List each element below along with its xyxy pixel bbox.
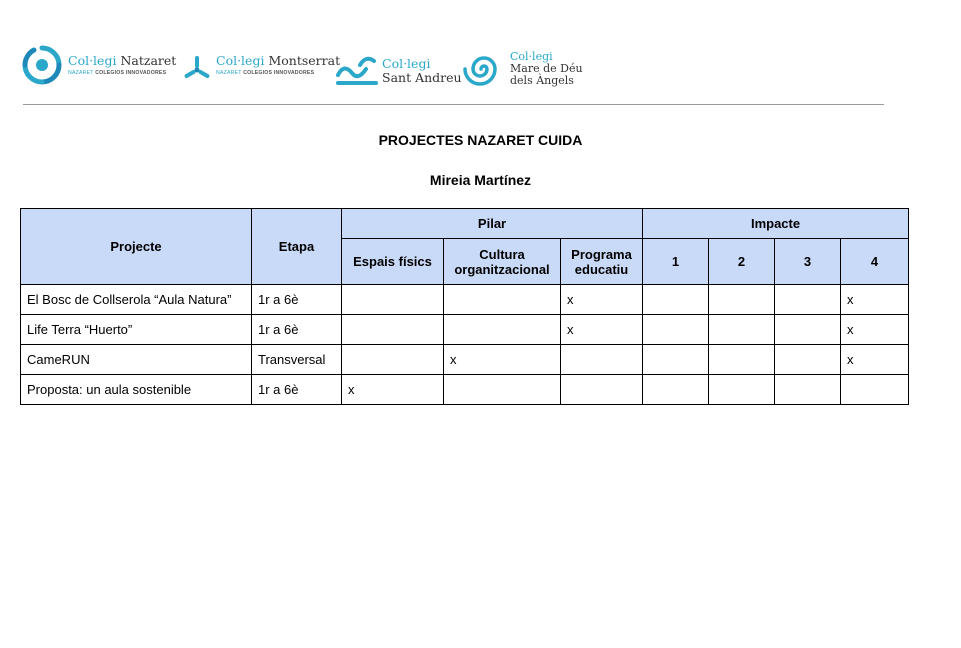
row-cell: x [841, 285, 909, 315]
logo-montserrat-tagline: NAZARET COLEGIOS INNOVADORES [216, 69, 315, 76]
logo-natzaret-name: Col·legi Natzaret [68, 52, 177, 68]
header-impact-2: 2 [709, 239, 775, 285]
row-cell: x [561, 285, 643, 315]
mare-de-deu-spiral-icon [463, 50, 505, 88]
logo-mare-de-deu-prefix: Col·legi [510, 49, 553, 63]
row-cell: x [841, 345, 909, 375]
natzaret-swirl-icon [22, 45, 62, 85]
row-project: El Bosc de Collserola “Aula Natura” [21, 285, 252, 315]
row-cell [709, 375, 775, 405]
header-project: Projecte [21, 209, 252, 285]
row-project: Proposta: un aula sostenible [21, 375, 252, 405]
row-cell [444, 315, 561, 345]
sant-andreu-wave-icon [336, 55, 378, 87]
row-cell [643, 285, 709, 315]
row-cell [775, 285, 841, 315]
header-pillar-physical: Espais físics [342, 239, 444, 285]
row-cell [444, 285, 561, 315]
header-pillar-program: Programa educatiu [561, 239, 643, 285]
row-cell [561, 345, 643, 375]
projects-table [20, 208, 909, 405]
header-pillar: Pilar [342, 209, 643, 239]
logo-mare-de-deu [463, 50, 583, 88]
table-row [21, 375, 909, 405]
header-divider [23, 104, 884, 105]
logo-strip [0, 0, 961, 100]
table-row [21, 315, 909, 345]
header-pillar-culture: Cultura organitzacional [444, 239, 561, 285]
header-stage: Etapa [252, 209, 342, 285]
row-cell [775, 345, 841, 375]
row-stage: 1r a 6è [252, 375, 342, 405]
logo-montserrat-name: Col·legi Montserrat [216, 52, 341, 68]
row-stage: Transversal [252, 345, 342, 375]
header-impact: Impacte [643, 209, 909, 239]
table-row [21, 345, 909, 375]
row-cell: x [444, 345, 561, 375]
header-row-1 [21, 209, 909, 239]
row-cell [775, 315, 841, 345]
row-stage: 1r a 6è [252, 315, 342, 345]
row-cell [709, 315, 775, 345]
montserrat-propeller-icon [183, 55, 211, 83]
logo-montserrat [183, 52, 341, 83]
row-cell [643, 315, 709, 345]
row-cell [444, 375, 561, 405]
row-cell [342, 285, 444, 315]
header-impact-1: 1 [643, 239, 709, 285]
logo-mare-de-deu-line2: Mare de Déu [510, 61, 583, 75]
row-cell: x [841, 315, 909, 345]
logo-natzaret [22, 45, 176, 85]
row-cell [841, 375, 909, 405]
logo-natzaret-tagline: NAZARET COLEGIOS INNOVADORES [68, 69, 167, 76]
row-cell [342, 315, 444, 345]
document-title: PROJECTES NAZARET CUIDA [378, 132, 583, 148]
row-cell [561, 375, 643, 405]
table-row [21, 285, 909, 315]
row-cell: x [342, 375, 444, 405]
logo-sant-andreu [336, 55, 462, 87]
row-project: Life Terra “Huerto” [21, 315, 252, 345]
header-impact-3: 3 [775, 239, 841, 285]
row-cell: x [561, 315, 643, 345]
row-project: CameRUN [21, 345, 252, 375]
row-cell [709, 285, 775, 315]
row-stage: 1r a 6è [252, 285, 342, 315]
logo-mare-de-deu-line3: dels Àngels [510, 74, 574, 88]
header-impact-4: 4 [841, 239, 909, 285]
logo-sant-andreu-name: Sant Andreu [382, 70, 462, 85]
row-cell [709, 345, 775, 375]
row-cell [775, 375, 841, 405]
document-author: Mireia Martínez [429, 172, 532, 188]
row-cell [342, 345, 444, 375]
logo-sant-andreu-prefix: Col·legi [382, 56, 431, 72]
row-cell [643, 345, 709, 375]
row-cell [643, 375, 709, 405]
